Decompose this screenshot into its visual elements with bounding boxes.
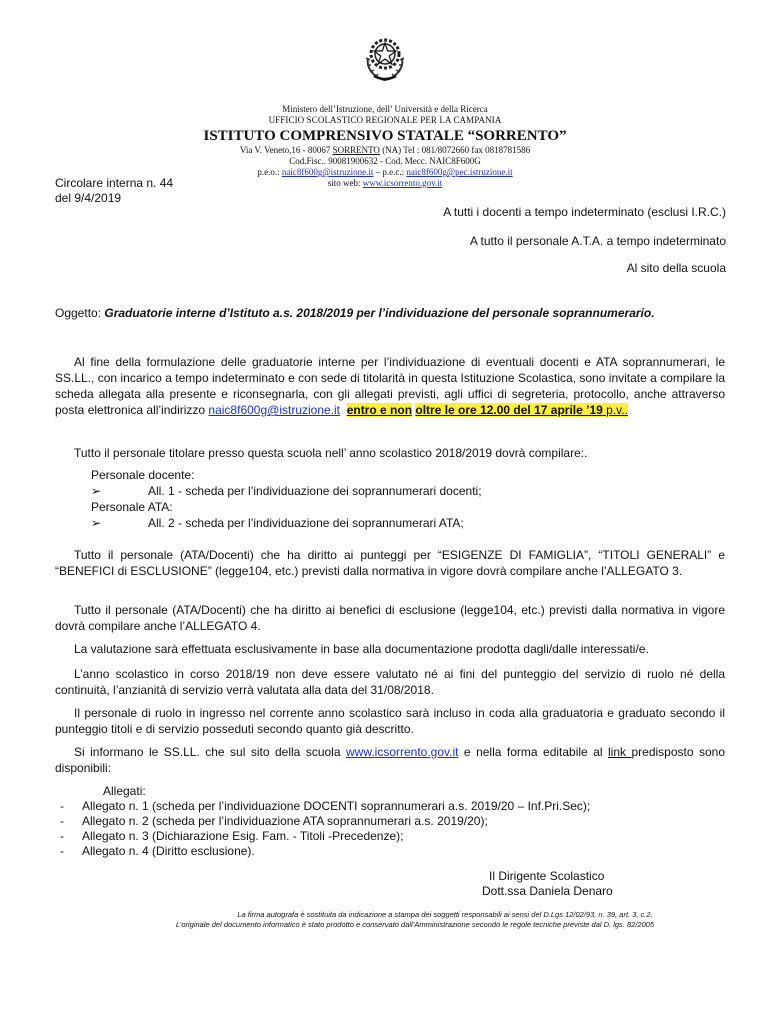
subject-label: Oggetto: [55, 306, 105, 320]
editable-form-link[interactable]: link [608, 745, 632, 759]
bullet-icon: ➢ [91, 516, 102, 530]
circular-number: Circolare interna n. 44 [55, 176, 174, 190]
attachment-2-line: All. 2 - scheda per l’individuazione dei soprannumerari ATA; [148, 516, 464, 530]
attachment-1-line: All. 1 - scheda per l’individuazione dei soprannumerari docenti; [148, 484, 482, 498]
paragraph-compile: Tutto il personale titolare presso questa scuola nell’ anno scolastico 2018/2019 dovrà compilare:. [74, 446, 588, 460]
paragraph-attachment-4: Tutto il personale (ATA/Docenti) che ha diritto ai benefici di esclusione (legge104, etc.) previsti dalla normativa in vigore dovrà compilare anche l’ALLEGATO 4. [55, 603, 725, 633]
email-line: p.e.o.: naic8f600g@istruzione.it – p.e.c.: naic8f600g@pec.istruzione.it [257, 167, 513, 177]
school-website-link[interactable]: www.icsorrento.gov.it [345, 745, 459, 759]
republic-emblem-icon [360, 28, 410, 82]
list-dash: - [60, 829, 64, 843]
codes-line: Cod.Fisc.. 90081900632 - Cod. Mecc. NAIC8F600G [289, 156, 481, 166]
footnote-line-1: La firma autografa è sostituita da indicazione a stampa dei soggetti responsabili ai sensi del D.Lgs 12/02/93, n. 39, art. 3, c.2. [237, 910, 653, 919]
list-dash: - [60, 814, 64, 828]
pec-email-link[interactable]: naic8f600g@pec.istruzione.it [406, 167, 513, 177]
bullet-icon: ➢ [91, 484, 102, 498]
school-name: ISTITUTO COMPRENSIVO STATALE “SORRENTO” [203, 128, 567, 144]
ministry-line: Ministero dell’Istruzione, dell’ Università e della Ricerca [282, 104, 488, 114]
label-ata: Personale ATA: [91, 500, 173, 514]
attachment-item-4: Allegato n. 4 (Diritto esclusione). [82, 844, 255, 858]
letterhead [0, 28, 770, 189]
paragraph-evaluation: La valutazione sarà effettuata esclusivamente in base alla documentazione prodotta dagli/dalle interessati/e. [74, 642, 649, 656]
peo-email-link[interactable]: naic8f600g@istruzione.it [281, 167, 374, 177]
website-line: sito web: www.icsorrento.gov.it [327, 178, 443, 188]
attachment-item-2: Allegato n. 2 (scheda per l’individuazione ATA soprannumerari a.s. 2019/20); [82, 814, 488, 828]
school-email-link[interactable]: naic8f600g@istruzione.it [208, 403, 341, 417]
subject-text: Graduatorie interne d’Istituto a.s. 2018/2019 per l’individuazione del personale soprannumerario. [104, 306, 655, 320]
recipient-ata: A tutto il personale A.T.A. a tempo indeterminato [469, 234, 726, 248]
attachment-item-1: Allegato n. 1 (scheda per l’individuazione DOCENTI soprannumerari a.s. 2019/20 – Inf.Pri.Sec); [82, 799, 591, 813]
circular-date: del 9/4/2019 [55, 191, 122, 205]
paragraph-new-staff: Il personale di ruolo in ingresso nel corrente anno scolastico sarà incluso in coda alla graduatoria e graduato secondo il punteggio titoli e di servizio posseduti secondo quanto già descritto. [55, 706, 725, 736]
list-dash: - [60, 799, 64, 813]
footnote-line-2: L’originale del documento informatico è stato prodotto e conservato dall’Amministrazione secondo le regole tecniche previste dal D. lgs. 82/2005 [175, 920, 655, 929]
regional-office-line: UFFICIO SCOLASTICO REGIONALE PER LA CAMPANIA [268, 115, 502, 125]
list-dash: - [60, 844, 64, 858]
paragraph-attachment-3: Tutto il personale (ATA/Docenti) che ha diritto ai punteggi per “ESIGENZE DI FAMIGLIA”, “TITOLI GENERALI” e “BENEFICI di ESCLUSIONE” (legge104, etc.) previsti dalla normativa in vigore dovrà compilare anche l’ALLEGATO 3. [55, 548, 725, 578]
signature-name: Dott.ssa Daniela Denaro [482, 884, 613, 898]
deadline-part-a: entro e non [346, 403, 413, 417]
attachment-item-3: Allegato n. 3 (Dichiarazione Esig. Fam. - Titoli -Precedenze); [82, 829, 404, 843]
recipient-website: Al sito della scuola [626, 261, 726, 275]
paragraph-school-year: L’anno scolastico in corso 2018/19 non deve essere valutato né ai fini del punteggio del servizio di ruolo né della continuità, l’anzianità di servizio verrà valutata alla data del 31/08/2018. [55, 667, 725, 697]
signature-role: Il Dirigente Scolastico [489, 869, 605, 883]
label-teachers: Personale docente: [91, 468, 195, 482]
footnote [0, 910, 770, 930]
deadline-part-b: oltre le ore 12.00 del 17 aprile ’19 [415, 403, 603, 417]
subject-line [55, 306, 735, 321]
paragraph-intro: Al fine della formulazione delle graduatorie interne per l’individuazione di eventuali docenti e ATA soprannumerari, le SS.LL., con incarico a tempo indeterminato e con sede di titolarità in questa Istituzione Scolastica, sono invitate a compilare la scheda allegata alla presente e riconsegnarla, con gli allegati previsti, agli uffici di segreteria, protocollo, anche attraverso posta elettronica all’indirizzo naic8f600g@istruzione.it entro e non oltre le ore 12.00 del 17 aprile ’19 p.v.. [55, 355, 725, 417]
recipient-teachers: A tutti i docenti a tempo indeterminato (esclusi I.R.C.) [443, 205, 726, 219]
address-city: SORRENTO [332, 145, 380, 155]
website-link[interactable]: www.icsorrento.gov.it [362, 178, 443, 188]
paragraph-availability: Si informano le SS.LL. che sul sito della scuola www.icsorrento.gov.it e nella forma editabile al link predisposto sono disponibili: [55, 745, 726, 775]
deadline-pv: p.v.. [602, 403, 628, 417]
attachments-title: Allegati: [103, 784, 146, 798]
address-line: Via V. Veneto,16 - 80067 SORRENTO (NA) Tel : 081/8072660 fax 0818781586 [239, 145, 531, 155]
